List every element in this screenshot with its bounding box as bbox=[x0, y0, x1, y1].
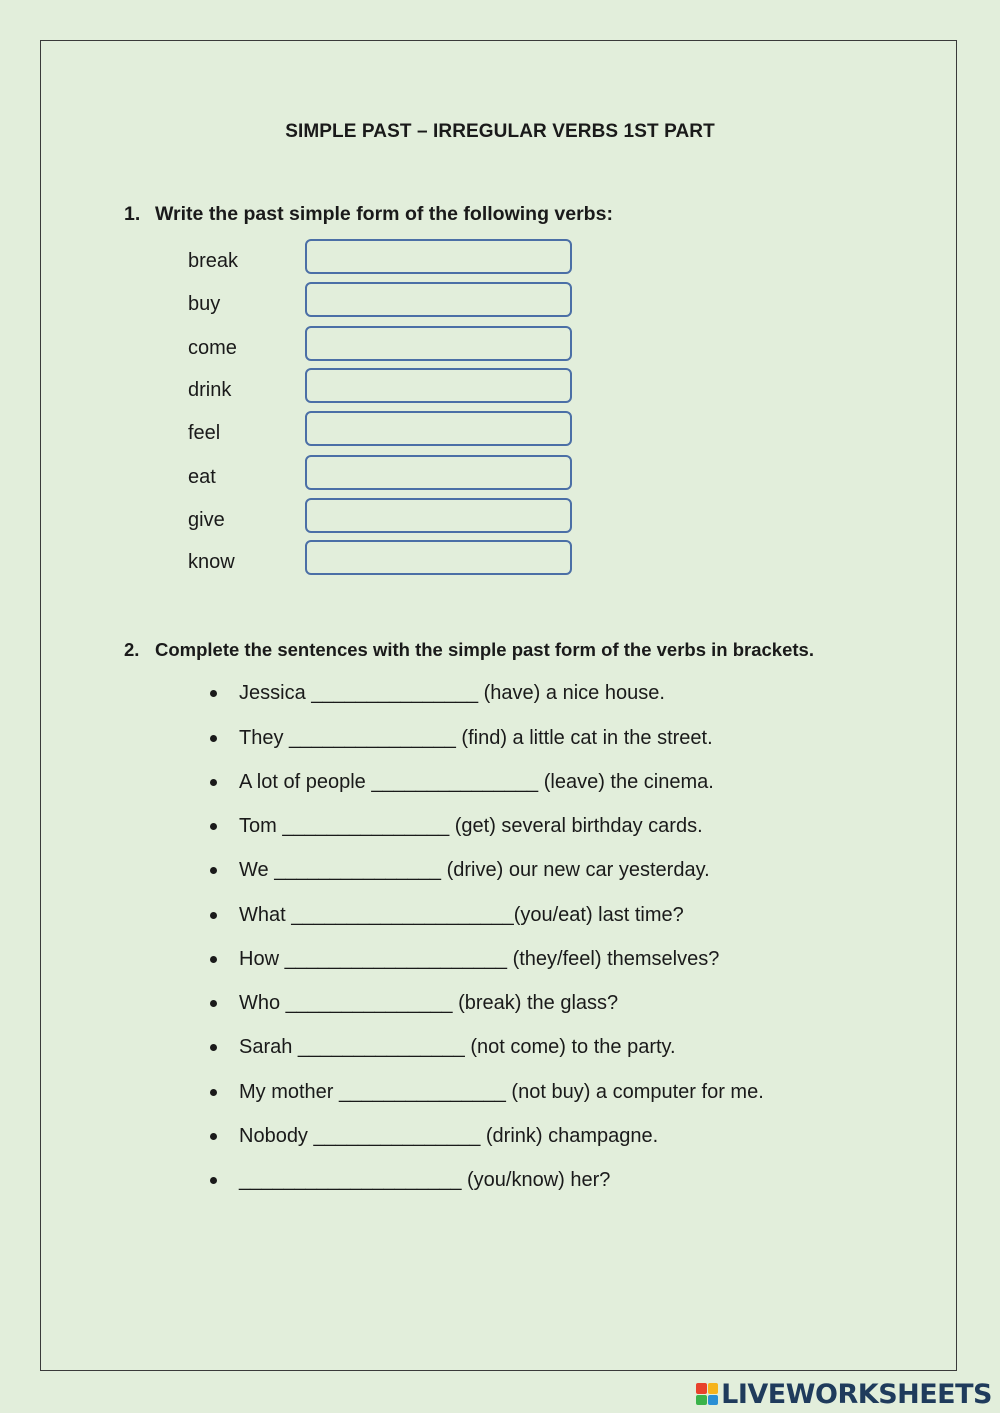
sentence-text: They _______________ (find) a little cat in the street. bbox=[239, 727, 713, 749]
verb-answer-input[interactable] bbox=[305, 498, 572, 533]
sentence-text: How ____________________ (they/feel) themselves? bbox=[239, 948, 720, 970]
verb-answer-input[interactable] bbox=[305, 411, 572, 446]
question-2-number: 2. bbox=[124, 639, 140, 660]
question-1-text: Write the past simple form of the following verbs: bbox=[155, 203, 613, 225]
verb-label: give bbox=[188, 509, 225, 531]
sentence-text: ____________________ (you/know) her? bbox=[239, 1169, 611, 1191]
verb-label: feel bbox=[188, 422, 221, 444]
verb-answer-input[interactable] bbox=[305, 282, 572, 317]
verb-answer-input[interactable] bbox=[305, 368, 572, 403]
question-1-number: 1. bbox=[124, 203, 141, 225]
sentence-text: Sarah _______________ (not come) to the party. bbox=[239, 1036, 676, 1058]
sentence-text: A lot of people _______________ (leave) the cinema. bbox=[239, 771, 714, 793]
question-1-heading bbox=[124, 203, 613, 226]
sentence-text: Jessica _______________ (have) a nice house. bbox=[239, 682, 665, 704]
verb-answer-input[interactable] bbox=[305, 540, 572, 575]
verb-label: come bbox=[188, 337, 237, 359]
logo-mark-icon bbox=[696, 1383, 718, 1405]
verb-answer-input[interactable] bbox=[305, 326, 572, 361]
sentence-text: Tom _______________ (get) several birthday cards. bbox=[239, 815, 703, 837]
logo-text: LIVEWORKSHEETS bbox=[721, 1378, 992, 1410]
verb-label: break bbox=[188, 250, 239, 272]
liveworksheets-logo bbox=[696, 1379, 992, 1409]
verb-label: know bbox=[188, 551, 235, 573]
sentence-text: Who _______________ (break) the glass? bbox=[239, 992, 619, 1014]
verb-label: buy bbox=[188, 293, 221, 315]
verb-label: eat bbox=[188, 466, 216, 488]
question-2-text: Complete the sentences with the simple past form of the verbs in brackets. bbox=[155, 639, 814, 660]
sentence-text: What ____________________(you/eat) last time? bbox=[239, 904, 684, 926]
sentence-text: We _______________ (drive) our new car yesterday. bbox=[239, 859, 710, 881]
sentence-text: My mother _______________ (not buy) a computer for me. bbox=[239, 1081, 764, 1103]
page-title: SIMPLE PAST – IRREGULAR VERBS 1ST PART bbox=[285, 121, 715, 142]
sentence-text: Nobody _______________ (drink) champagne. bbox=[239, 1125, 659, 1147]
question-2-heading bbox=[124, 639, 814, 661]
verb-answer-input[interactable] bbox=[305, 239, 572, 274]
verb-label: drink bbox=[188, 379, 232, 401]
verb-answer-input[interactable] bbox=[305, 455, 572, 490]
